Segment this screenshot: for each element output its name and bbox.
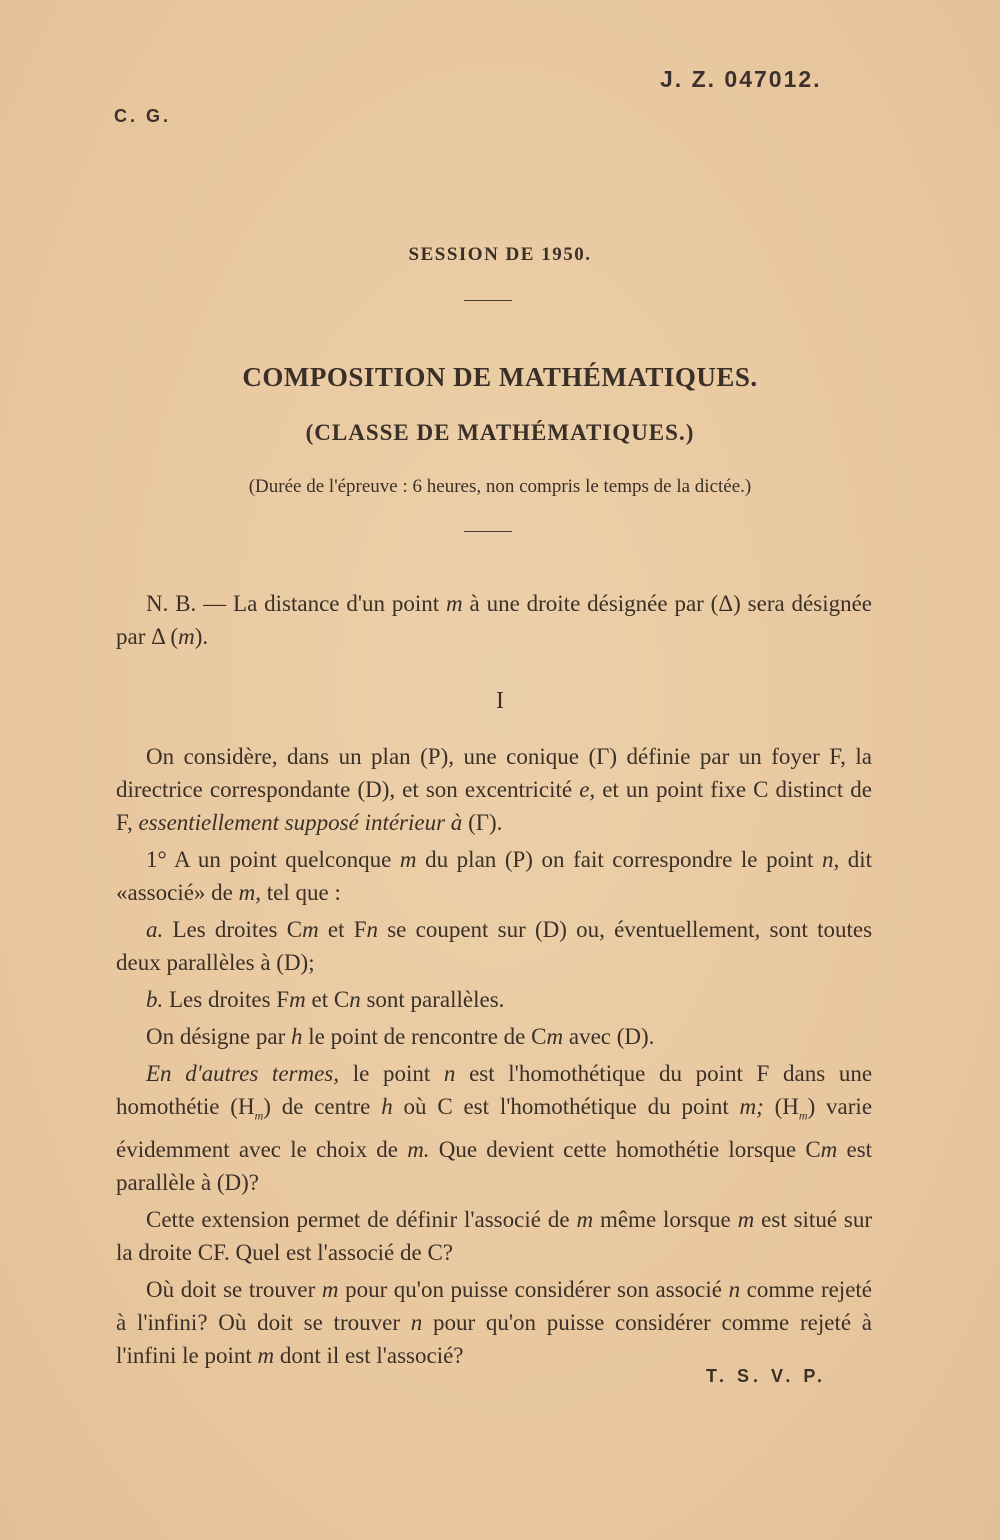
paragraph [116,1203,872,1269]
text: (H [774,1094,799,1119]
text: Les droites C [172,917,303,942]
math-var: m [178,624,195,649]
text: se coupent sur (D) ou, éventuellement, sont toutes deux parallèles à (D); [116,917,873,975]
math-var: m [737,1206,755,1232]
session-heading: SESSION DE 1950. [408,244,592,265]
nota-bene [116,587,872,653]
math-var: m [289,987,306,1012]
paragraph [116,1273,872,1372]
math-var: m. [407,1136,430,1162]
text: où C est l'homothétique du point [403,1094,729,1119]
math-var: m [446,591,463,616]
text: dit «associé» de [116,847,873,905]
math-var: n [728,1276,741,1302]
text: est l'homothétique du point F dans une homothétie (H [116,1061,873,1119]
document-reference: J. Z. 047012. [660,66,822,92]
paragraph [116,1020,872,1053]
text: Que devient cette homothétie lorsque C [438,1136,821,1162]
text: Où doit se trouver [146,1276,316,1302]
math-var: m [546,1024,564,1049]
math-var: m [302,917,319,942]
text: sont parallèles. [366,987,505,1012]
text: ) de centre [263,1094,371,1119]
nb-text: sera désignée par Δ ( [116,591,873,649]
paragraph [116,913,872,979]
text: le point de rencontre de C [308,1024,547,1049]
text: et C [311,987,350,1012]
paragraph [116,1057,872,1199]
text: On considère, dans un plan (P), une conique (Γ) définie par un foyer F, la directrice correspondante (D), et son excentricité [116,744,872,802]
math-var: n [410,1309,423,1335]
nb-label: N. B. — [146,591,227,616]
document-code: C. G. [114,106,172,126]
text: pour qu'on puisse considérer son associé [345,1276,722,1302]
paragraph [116,843,872,909]
text: ) varie évidemment avec le choix de [116,1094,873,1162]
text: même lorsque [599,1206,731,1232]
text: et un point fixe C distinct de F, [116,777,872,835]
math-var: n [349,987,361,1012]
nb-text: La distance d'un point [233,591,440,616]
text: On désigne par [146,1024,286,1049]
text: pour qu'on puisse considérer comme rejeté à l'infini le point [116,1309,873,1368]
text: du plan (P) on fait correspondre le point [425,847,814,872]
text: 1° A un point quelconque [146,847,392,872]
turn-page-note: T. S. V. P. [706,1366,827,1386]
text: est parallèle à (D)? [116,1136,873,1195]
math-var: m [257,1342,275,1368]
math-var: n [443,1061,456,1086]
math-var: h [291,1024,303,1049]
text: Les droites F [169,987,290,1012]
text: comme rejeté à l'infini? Où doit se trouver [116,1276,873,1335]
italic-text: essentiellement supposé intérieur à [138,810,463,835]
page-subtitle: (CLASSE DE MATHÉMATIQUES.) [305,420,695,445]
page-title: COMPOSITION DE MATHÉMATIQUES. [242,362,758,392]
nb-text: ). [194,624,209,649]
paragraph [116,983,872,1016]
text: avec (D). [568,1024,655,1049]
exam-duration: (Durée de l'épreuve : 6 heures, non compris le temps de la dictée.) [248,476,752,497]
text: tel que : [266,880,341,905]
item-label: a. [146,917,164,942]
text: dont il est l'associé? [279,1342,464,1368]
divider [464,531,512,532]
nb-text: à une droite désignée par (Δ) [469,591,741,616]
math-var: m, [238,880,262,905]
math-var: e, [579,777,596,802]
italic-text: En d'autres termes, [146,1061,340,1086]
math-var: m [321,1276,339,1302]
math-var: m [820,1136,838,1162]
math-var: n [366,917,379,942]
math-var: n, [821,847,840,872]
math-subscript: m [798,1108,808,1123]
divider [464,300,512,301]
math-var: m; [739,1094,764,1119]
text: (Γ). [468,810,503,835]
text: et F [327,917,367,942]
text: Cette extension permet de définir l'associé de [146,1206,570,1232]
text: le point [352,1061,431,1086]
problem-text [116,740,872,1372]
math-var: h [381,1094,393,1119]
math-var: m [576,1206,594,1232]
text: est situé sur la droite CF. Quel est l'associé de C? [116,1206,873,1265]
item-label: b. [146,987,164,1012]
paragraph [116,740,872,839]
math-var: m [399,847,417,872]
math-subscript: m [254,1108,264,1123]
section-numeral: I [496,688,504,714]
